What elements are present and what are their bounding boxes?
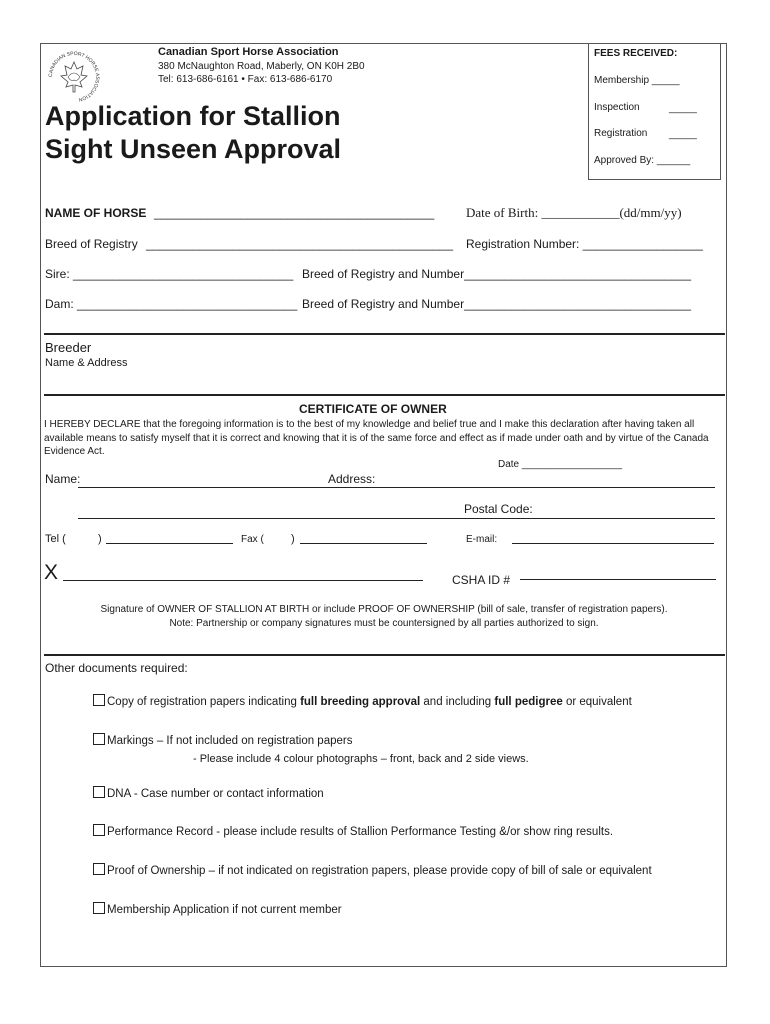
section-divider	[44, 654, 725, 656]
page-title	[45, 100, 341, 166]
breeder-label: Breeder	[45, 340, 92, 355]
csha-logo	[44, 47, 104, 107]
org-name: Canadian Sport Horse Association	[158, 46, 339, 58]
csha-id-field[interactable]	[520, 579, 716, 580]
fees-heading: FEES RECEIVED:	[594, 48, 678, 59]
signature-note: Signature of OWNER OF STALLION AT BIRTH or include PROOF OF OWNERSHIP (bill of sale, transfer of registration papers).	[100, 604, 668, 615]
section-divider	[44, 333, 725, 335]
email-label: E-mail:	[466, 534, 498, 545]
signature-line[interactable]	[63, 580, 423, 581]
fax-close: )	[291, 533, 295, 545]
item-text: Proof of Ownership – if not indicated on registration papers, please provide copy of bill of sale or equivalent	[107, 865, 652, 877]
fees-membership: Membership _____	[594, 75, 680, 86]
breeder-sublabel: Name & Address	[45, 357, 128, 369]
owner-name-label: Name:	[45, 472, 81, 486]
checklist-item-performance-record	[93, 824, 613, 838]
svg-text:CANADIAN SPORT HORSE ASSOCIATI	[48, 51, 100, 103]
date-of-birth-field[interactable]: Date of Birth: ____________(dd/mm/yy)	[466, 205, 682, 220]
fees-approved-by: Approved By: ______	[594, 155, 691, 166]
breed-of-registry-label: Breed of Registry	[45, 237, 138, 251]
item-text: or equivalent	[562, 696, 632, 708]
certificate-heading: CERTIFICATE OF OWNER	[299, 402, 447, 416]
checkbox[interactable]	[93, 786, 105, 798]
date-field[interactable]: Date __________________	[498, 459, 623, 470]
checkbox[interactable]	[93, 902, 105, 914]
name-address-line[interactable]	[78, 487, 715, 488]
breed-of-registry-field[interactable]: ______________________________________________	[146, 237, 453, 251]
fax-label: Fax (	[241, 534, 264, 545]
checkbox[interactable]	[93, 733, 105, 745]
registration-number-field[interactable]: Registration Number: __________________	[466, 237, 703, 251]
checklist-item-registration-papers	[93, 694, 632, 708]
checklist-item-dna	[93, 786, 324, 800]
checklist-item-membership	[93, 902, 342, 916]
item-text: Performance Record - please include results of Stallion Performance Testing &/or show ring results.	[107, 826, 614, 838]
dam-breed-field[interactable]: Breed of Registry and Number__________________________________	[302, 297, 691, 311]
owner-address-label: Address:	[328, 472, 376, 486]
item-bold-text: full pedigree	[494, 696, 563, 708]
checkbox[interactable]	[93, 863, 105, 875]
item-text: Membership Application if not current member	[107, 904, 342, 916]
horse-name-label: NAME OF HORSE	[45, 206, 147, 220]
partnership-note: Note: Partnership or company signatures must be countersigned by all parties authorized to sign.	[169, 618, 599, 629]
tel-field[interactable]	[106, 543, 233, 544]
item-text: DNA - Case number or contact information	[107, 788, 324, 800]
csha-id-label: CSHA ID #	[452, 573, 511, 587]
signature-x: X	[44, 561, 59, 584]
section-divider	[44, 394, 725, 396]
item-bold-text: full breeding approval	[300, 696, 421, 708]
item-text: and including	[420, 696, 495, 708]
horse-name-field[interactable]: __________________________________________	[154, 206, 435, 220]
org-address: 380 McNaughton Road, Maberly, ON K0H 2B0	[158, 61, 365, 72]
email-field[interactable]	[512, 543, 714, 544]
org-contact: Tel: 613-686-6161 • Fax: 613-686-6170	[158, 74, 333, 85]
checkbox[interactable]	[93, 824, 105, 836]
markings-subnote: - Please include 4 colour photographs – front, back and 2 side views.	[193, 753, 529, 765]
fees-registration-blank: _____	[669, 129, 697, 140]
address-line-2[interactable]	[78, 518, 715, 519]
sire-field[interactable]: Sire: _________________________________	[45, 267, 294, 281]
tel-close: )	[98, 533, 102, 545]
fees-registration: Registration	[594, 128, 648, 139]
logo-text: CANADIAN SPORT HORSE ASSOCIATION	[47, 50, 101, 103]
fax-field[interactable]	[300, 543, 427, 544]
title-line-1: Application for Stallion	[45, 101, 341, 131]
item-text: Copy of registration papers indicating	[107, 696, 301, 708]
fees-received-box	[588, 44, 721, 180]
title-line-2: Sight Unseen Approval	[45, 134, 342, 164]
fees-inspection: Inspection	[594, 102, 640, 113]
tel-label: Tel (	[45, 533, 66, 545]
declaration-text: I HEREBY DECLARE that the foregoing information is to the best of my knowledge and belief true and I make this declaration after having taken all available means to satisfy myself that it is correct and knowing that it is of the same force and effect as if made under oath and by virtue of the Canada Evidence Act.	[44, 419, 709, 457]
postal-code-label: Postal Code:	[464, 502, 533, 516]
dam-field[interactable]: Dam: _________________________________	[45, 297, 298, 311]
fees-inspection-blank: _____	[669, 103, 697, 114]
checklist-item-proof-of-ownership	[93, 863, 652, 877]
checklist-item-markings	[93, 733, 352, 747]
other-documents-heading: Other documents required:	[45, 661, 188, 675]
sire-breed-field[interactable]: Breed of Registry and Number__________________________________	[302, 267, 691, 281]
checkbox[interactable]	[93, 694, 105, 706]
item-text: Markings – If not included on registration papers	[107, 735, 353, 747]
